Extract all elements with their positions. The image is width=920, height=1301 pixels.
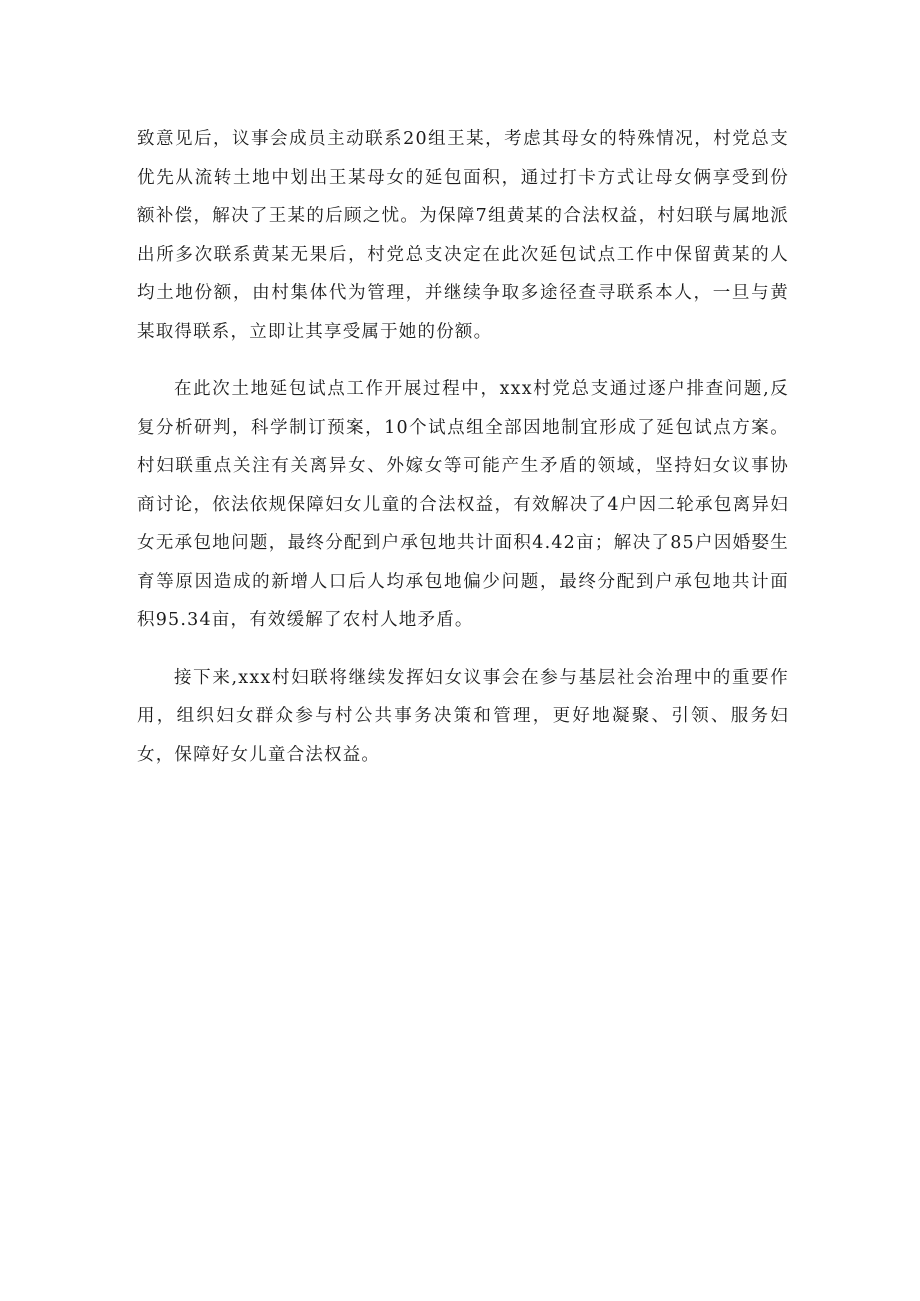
paragraph-continuation: 致意见后，议事会成员主动联系20组王某，考虑其母女的特殊情况，村党总支优先从流转土地中划出王某母女的延包面积，通过打卡方式让母女俩享受到份额补偿，解决了王某的后顾之忧。为保障7组黄某的合法权益，村妇联与属地派出所多次联系黄某无果后，村党总支决定在此次延包试点工作中保留黄某的人均土地份额，由村集体代为管理，并继续争取多途径查寻联系本人，一旦与黄某取得联系，立即让其享受属于她的份额。 bbox=[137, 129, 789, 342]
paragraph-pilot-process: 在此次土地延包试点工作开展过程中，xxx村党总支通过逐户排查问题,反复分析研判，科学制订预案，10个试点组全部因地制宜形成了延包试点方案。村妇联重点关注有关离异女、外嫁女等可能产生矛盾的领域，坚持妇女议事协商讨论，依法依规保障妇女儿童的合法权益，有效解决了4户因二轮承包离异妇女无承包地问题，最终分配到户承包地共计面积4.42亩；解决了85户因婚娶生育等原因造成的新增人口后人均承包地偏少问题，最终分配到户承包地共计面积95.34亩，有效缓解了农村人地矛盾。 bbox=[137, 379, 789, 630]
document-body bbox=[137, 120, 789, 793]
paragraph-next-steps: 接下来,xxx村妇联将继续发挥妇女议事会在参与基层社会治理中的重要作用，组织妇女群众参与村公共事务决策和管理，更好地凝聚、引领、服务妇女，保障好女儿童合法权益。 bbox=[137, 667, 789, 765]
